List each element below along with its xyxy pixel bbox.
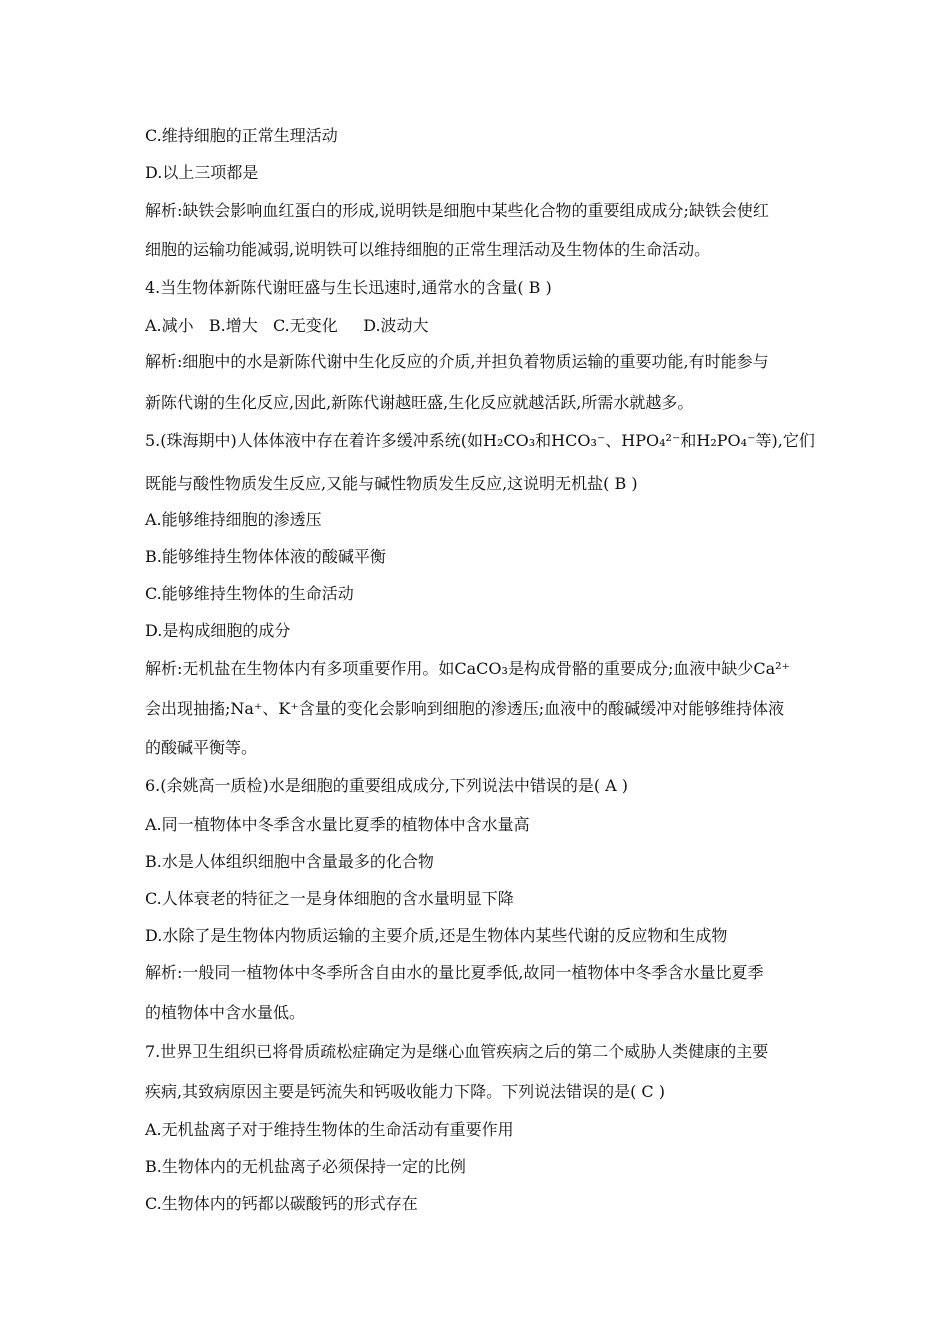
option-c-q5: C.能够维持生物体的生命活动	[145, 584, 354, 603]
option-c-q7: C.生物体内的钙都以碳酸钙的形式存在	[145, 1194, 418, 1213]
option-d-q3: D.以上三项都是	[145, 163, 259, 182]
analysis-q5-line3: 的酸碱平衡等。	[145, 738, 258, 757]
options-q4: A.减小 B.增大 C.无变化 D.波动大	[145, 316, 429, 335]
question-5-line2: 既能与酸性物质发生反应,又能与碱性物质发生反应,这说明无机盐( B )	[145, 474, 638, 493]
option-c-q6: C.人体衰老的特征之一是身体细胞的含水量明显下降	[145, 889, 514, 908]
option-a-q6: A.同一植物体中冬季含水量比夏季的植物体中含水量高	[145, 815, 530, 834]
analysis-q4-line2: 新陈代谢的生化反应,因此,新陈代谢越旺盛,生化反应就越活跃,所需水就越多。	[145, 393, 694, 412]
analysis-q5-line1: 解析:无机盐在生物体内有多项重要作用。如CaCO₃是构成骨骼的重要成分;血液中缺少Ca²⁺	[145, 659, 790, 678]
option-a-q5: A.能够维持细胞的渗透压	[145, 510, 322, 529]
question-6: 6.(余姚高一质检)水是细胞的重要组成成分,下列说法中错误的是( A )	[145, 776, 629, 795]
analysis-q6-line2: 的植物体中含水量低。	[145, 1003, 306, 1022]
option-d-q5: D.是构成细胞的成分	[145, 621, 291, 640]
question-7-line1: 7.世界卫生组织已将骨质疏松症确定为是继心血管疾病之后的第二个威胁人类健康的主要	[145, 1042, 769, 1061]
analysis-q6-line1: 解析:一般同一植物体中冬季所含自由水的量比夏季低,故同一植物体中冬季含水量比夏季	[145, 963, 764, 982]
question-4: 4.当生物体新陈代谢旺盛与生长迅速时,通常水的含量( B )	[145, 278, 552, 297]
option-d-q6: D.水除了是生物体内物质运输的主要介质,还是生物体内某些代谢的反应物和生成物	[145, 926, 728, 945]
question-7-line2: 疾病,其致病原因主要是钙流失和钙吸收能力下降。下列说法错误的是( C )	[145, 1082, 665, 1101]
question-5-line1: 5.(珠海期中)人体体液中存在着许多缓冲系统(如H₂CO₃和HCO₃⁻、HPO₄²⁻和H₂PO₄⁻等),它们	[145, 431, 815, 450]
option-b-q5: B.能够维持生物体体液的酸碱平衡	[145, 547, 386, 566]
analysis-q4-line1: 解析:细胞中的水是新陈代谢中生化反应的介质,并担负着物质运输的重要功能,有时能参与	[145, 352, 769, 371]
option-b-q6: B.水是人体组织细胞中含量最多的化合物	[145, 852, 434, 871]
option-c-q3: C.维持细胞的正常生理活动	[145, 126, 338, 145]
analysis-q3-line1: 解析:缺铁会影响血红蛋白的形成,说明铁是细胞中某些化合物的重要组成成分;缺铁会使红	[145, 201, 769, 220]
analysis-q3-line2: 细胞的运输功能减弱,说明铁可以维持细胞的正常生理活动及生物体的生命活动。	[145, 240, 711, 259]
option-b-q7: B.生物体内的无机盐离子必须保持一定的比例	[145, 1157, 466, 1176]
option-a-q7: A.无机盐离子对于维持生物体的生命活动有重要作用	[145, 1120, 514, 1139]
analysis-q5-line2: 会出现抽搐;Na⁺、K⁺含量的变化会影响到细胞的渗透压;血液中的酸碱缓冲对能够维持体液	[145, 699, 785, 718]
